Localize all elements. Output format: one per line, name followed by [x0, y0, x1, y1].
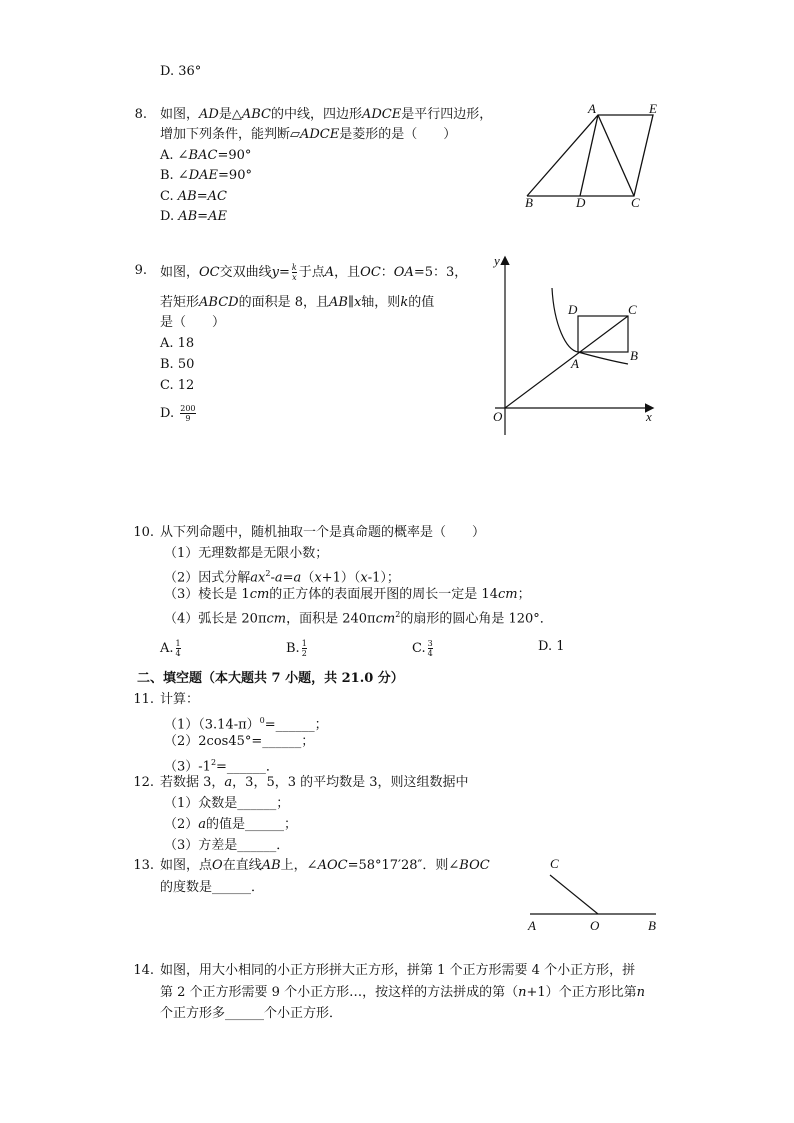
q13-label-o: O: [590, 918, 600, 933]
q9-fraction: $\frac{k}{x}$: [291, 263, 297, 282]
q13-number: 13.: [133, 858, 154, 873]
q8-label-e: E: [649, 101, 657, 116]
q12-stem: 若数据 3，a，3，5，3 的平均数是 3，则这组数据中: [160, 775, 469, 790]
q9-label-x: x: [646, 409, 652, 424]
q10-item1: （1）无理数都是无限小数；: [164, 546, 329, 561]
q8-label-d: D: [576, 195, 586, 210]
q9-label-o: O: [493, 409, 503, 424]
q14-line2: 第 2 个正方形需要 9 个小正方形…，按这样的方法拼成的第（n+1）个正方形比第n: [160, 985, 645, 1000]
q9-number: 9.: [134, 263, 147, 278]
q12-item1: （1）众数是______；: [164, 796, 290, 811]
q8-option-d: D. AB=AE: [160, 209, 227, 224]
q11-item2: （2）2cos45°=______；: [164, 734, 315, 749]
section-2-title: 二、填空题（本大题共 7 小题，共 21.0 分）: [137, 671, 404, 686]
q10-option-c: C. $\frac{3}{4}$: [412, 639, 433, 658]
q12-number: 12.: [133, 775, 154, 790]
q10-item2: （2）因式分解$ax^2-a=a(x+1)(x-1)$；: [164, 569, 400, 586]
q8-parallelogram-figure: [510, 96, 670, 216]
q10-number: 10.: [133, 525, 154, 540]
q9-label-c: C: [628, 302, 637, 317]
q9-label-d: D: [568, 302, 578, 317]
q13-label-c: C: [550, 856, 559, 871]
q8-option-a: A. ∠BAC=90°: [160, 148, 252, 163]
q11-item3: $(3)-1^2=\_\_\_\_\_\_$．: [164, 758, 279, 775]
q9-stem-line1: 如图，OC交双曲线y= $\frac{k}{x}$ 于点A，且OC：OA=5：3，: [160, 263, 468, 282]
q8-option-b: B. ∠DAE=90°: [160, 168, 252, 183]
q8-stem-line2: 增加下列条件，能判断▱ADCE是菱形的是（ ）: [160, 127, 457, 142]
q14-line3: 个正方形多______个小正方形．: [160, 1006, 343, 1021]
q10-option-d: D. 1: [538, 639, 565, 654]
q9-option-a: A. 18: [160, 336, 195, 351]
q7-option-d: D. 36°: [160, 64, 202, 79]
q9-option-b: B. 50: [160, 357, 195, 372]
q9-option-c: C. 12: [160, 378, 195, 393]
q10-option-b: B. $\frac{1}{2}$: [286, 639, 307, 658]
q11-item1: $(1)(3.14-\pi)^0=\_\_\_\_\_\_$；: [164, 716, 328, 733]
q8-label-a: A: [588, 101, 596, 116]
q8-label-c: C: [631, 195, 640, 210]
q10-stem: 从下列命题中，随机抽取一个是真命题的概率是（ ）: [160, 525, 486, 540]
q9-stem-line3: 是（ ）: [160, 315, 226, 330]
q9-option-d: D. $\frac{200}{9}$: [160, 404, 196, 423]
q9-label-a: A: [571, 356, 579, 371]
q10-item3: （3）棱长是 1cm的正方体的表面展开图的周长一定是 14cm；: [164, 587, 531, 602]
q12-item3: （3）方差是______．: [164, 838, 290, 853]
q14-line1: 如图，用大小相同的小正方形拼大正方形，拼第 1 个正方形需要 4 个小正方形，拼: [160, 963, 636, 978]
q13-stem-line2: 的度数是______．: [160, 880, 265, 895]
q13-stem-line1: 如图，点O在直线AB上，∠AOC=58°17′28″．则∠BOC: [160, 858, 490, 873]
q11-stem: 计算：: [160, 692, 200, 707]
q12-item2: （2）a的值是______；: [164, 817, 298, 832]
q10-item4: （4）弧长是 20πcm，面积是 240πcm$^2$的扇形的圆心角是 120°．: [164, 610, 553, 627]
q8-stem-line1: 如图，AD是△ABC的中线，四边形ADCE是平行四边形，: [160, 107, 493, 122]
q9-hyperbola-figure: [480, 250, 660, 440]
q11-number: 11.: [133, 692, 154, 707]
q9-label-y: y: [494, 253, 500, 268]
q9-label-b: B: [630, 348, 638, 363]
q13-angle-figure: [520, 850, 670, 940]
q14-number: 14.: [133, 963, 154, 978]
q10-option-a: A. $\frac{1}{4}$: [160, 639, 181, 658]
q13-label-b: B: [648, 918, 656, 933]
q8-option-c: C. AB=AC: [160, 189, 227, 204]
q8-number: 8.: [134, 107, 147, 122]
q8-label-b: B: [525, 195, 533, 210]
q13-label-a: A: [528, 918, 536, 933]
q9-stem-line2: 若矩形ABCD的面积是 8，且AB∥x轴，则k的值: [160, 295, 435, 310]
